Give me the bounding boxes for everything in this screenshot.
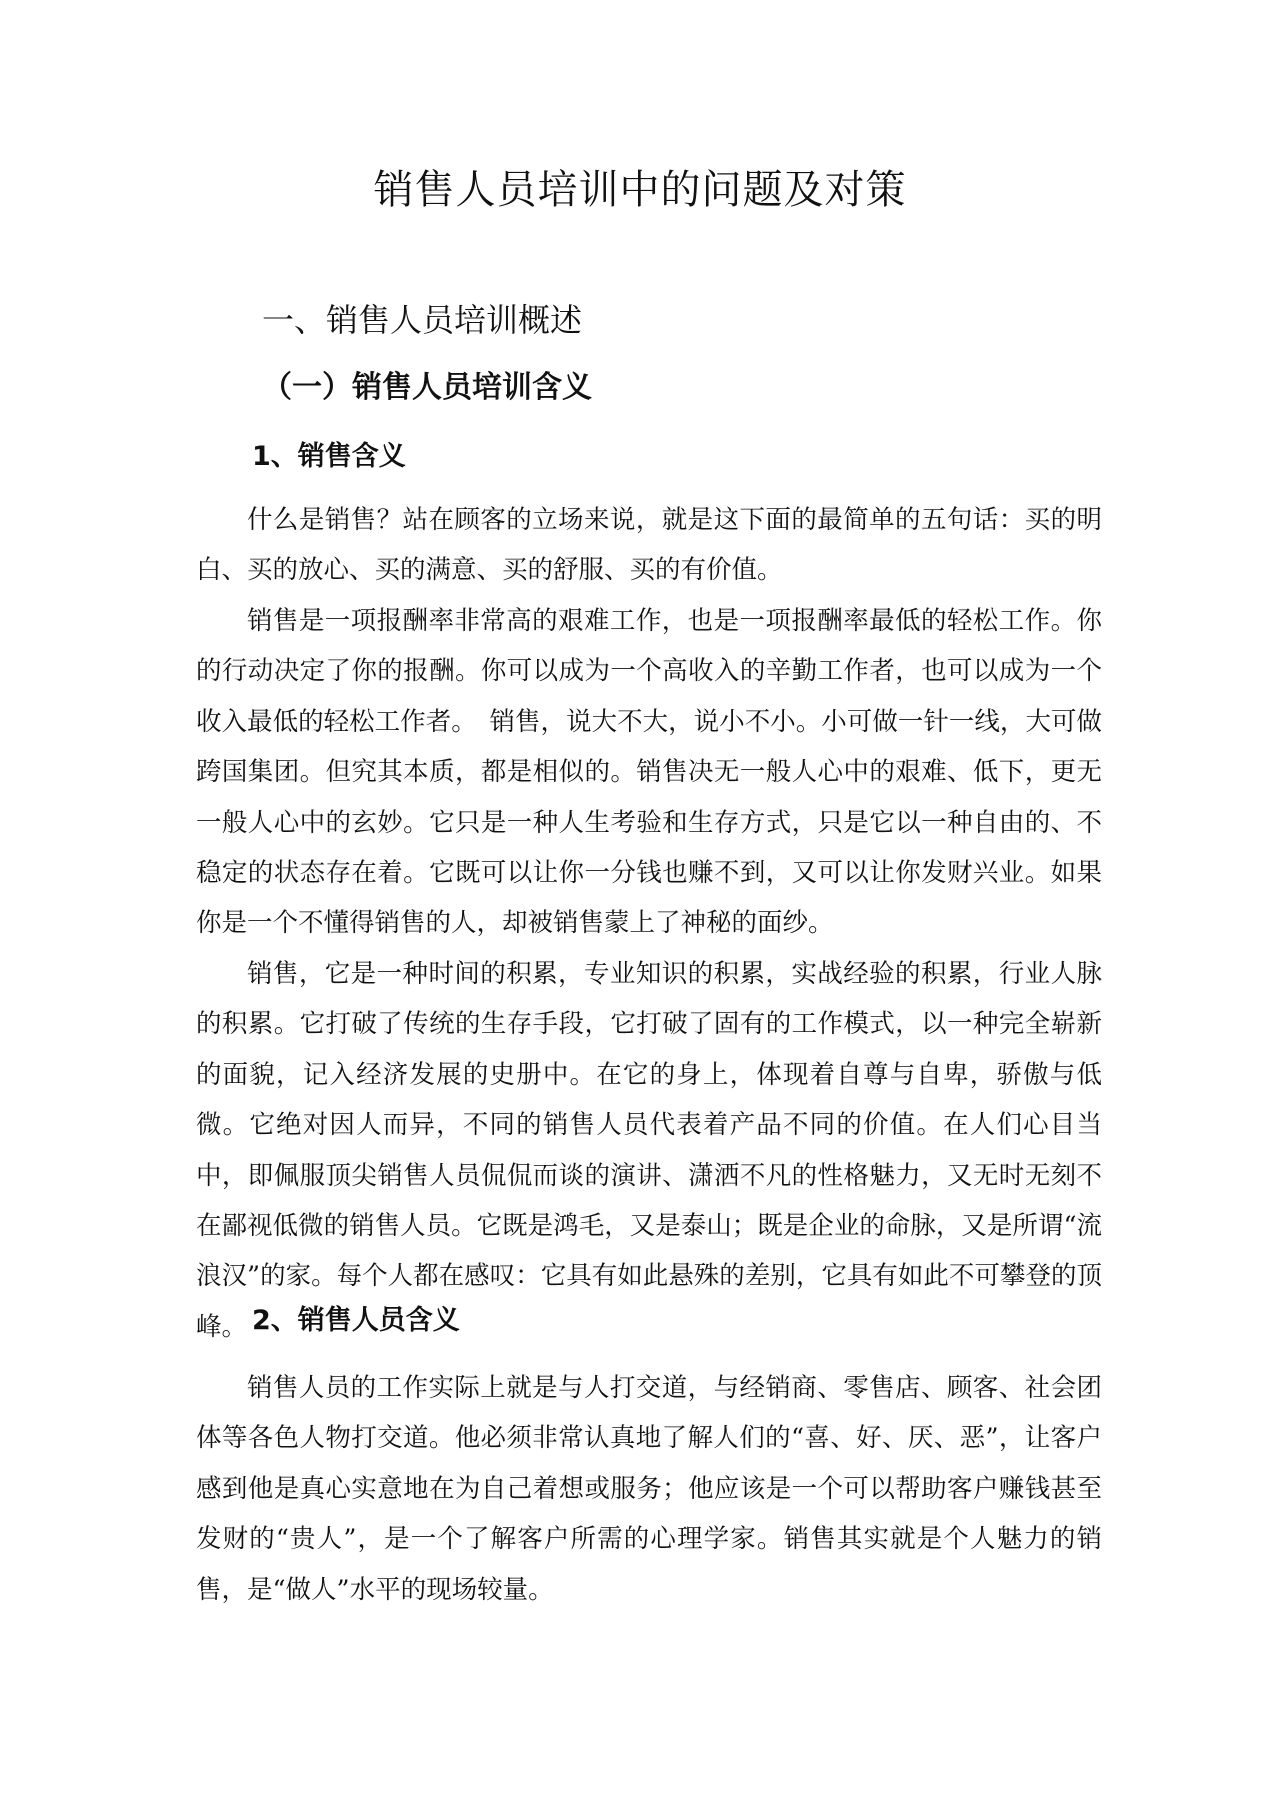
paragraph: 销售是一项报酬率非常高的艰难工作，也是一项报酬率最低的轻松工作。你的行动决定了你的报酬。你可以成为一个高收入的辛勤工作者，也可以成为一个收入最低的轻松工作者。 销售，说大不大，说小不小。小可做一针一线，大可做跨国集团。但究其本质，都是相似的。销售决无一般人心中的艰难、低下，更无一般人心中的玄妙。它只是一种人生考验和生存方式，只是它以一种自由的、不稳定的状态存在着。它既可以让你一分钱也赚不到，又可以让你发财兴业。如果你是一个不懂得销售的人，却被销售蒙上了神秘的面纱。 bbox=[196, 606, 1102, 939]
subsection-heading-meaning: （一）销售人员培训含义 bbox=[262, 370, 592, 405]
document-title: 销售人员培训中的问题及对策 bbox=[373, 167, 907, 213]
item-heading-sales-meaning: 1、销售含义 bbox=[252, 441, 406, 472]
section-heading-overview: 一、销售人员培训概述 bbox=[262, 301, 583, 339]
paragraph: 销售，它是一种时间的积累，专业知识的积累，实战经验的积累，行业人脉的积累。它打破了传统的生存手段，它打破了固有的工作模式，以一种完全崭新的面貌，记入经济发展的史册中。在它的身上，体现着自尊与自卑，骄傲与低微。它绝对因人而异，不同的销售人员代表着产品不同的价值。在人们心目当中，即佩服顶尖销售人员侃侃而谈的演讲、潇洒不凡的性格魅力，又无时无刻不在鄙视低微的销售人员。它既是鸿毛，又是泰山；既是企业的命脉，又是所谓“流浪汉”的家。每个人都在感叹：它具有如此悬殊的差别，它具有如此不可攀登的顶峰。 bbox=[196, 959, 1102, 1342]
paragraph: 销售人员的工作实际上就是与人打交道，与经销商、零售店、顾客、社会团体等各色人物打交道。他必须非常认真地了解人们的“喜、好、厌、恶”，让客户感到他是真心实意地在为自己着想或服务；他应该是一个可以帮助客户赚钱甚至发财的“贵人”，是一个了解客户所需的心理学家。销售其实就是个人魅力的销售，是“做人”水平的现场较量。 bbox=[196, 1373, 1102, 1605]
item-heading-salesperson-meaning: 2、销售人员含义 bbox=[252, 1305, 460, 1336]
paragraph: 什么是销售？站在顾客的立场来说，就是这下面的最简单的五句话：买的明白、买的放心、买的满意、买的舒服、买的有价值。 bbox=[196, 505, 1102, 586]
